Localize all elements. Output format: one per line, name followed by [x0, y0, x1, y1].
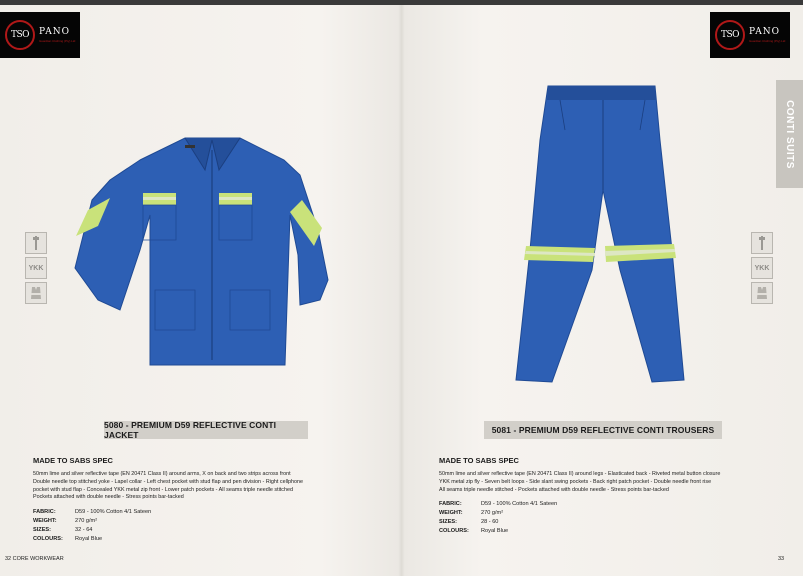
spec-label: SIZES:: [33, 526, 52, 533]
ykk-icon: YKK: [25, 257, 47, 279]
description-line: 50mm lime and silver reflective tape (EN 20471 Class II) around legs - Elasticated back - Riveted metal button closure: [439, 471, 721, 477]
logo-brand: PANO: [749, 27, 780, 37]
spec-value: Royal Blue: [75, 535, 103, 542]
product-title-jacket: 5080 - PREMIUM D59 REFLECTIVE CONTI JACKET: [104, 421, 308, 439]
spec-label: FABRIC:: [33, 509, 56, 516]
spec-label: COLOURS:: [33, 535, 63, 542]
logo-brand: PANO: [39, 27, 70, 37]
description-line: YKK metal zip fly - Seven belt loops - Side slant swing pockets - Back right patch pocket - Double needle front rise: [439, 478, 712, 485]
spec-label: SIZES:: [439, 518, 458, 525]
spec-label: WEIGHT:: [33, 517, 57, 524]
section-tab-label: CONTI SUITS: [784, 99, 795, 169]
spec-value: D59 - 100% Cotton 4/1 Sateen: [75, 509, 152, 516]
spec-heading: MADE TO SABS SPEC: [33, 456, 113, 465]
spec-label: FABRIC:: [439, 501, 462, 508]
description-line: pocket with stud flap - Concealed YKK metal zip front - Lower patch pockets - All seams triple needle stitched: [33, 486, 293, 493]
description-line: Pockets attached with double needle - Stress points bar-tacked: [33, 494, 184, 501]
spec-value: Royal Blue: [481, 527, 509, 534]
description-line: Double needle top stitched yoke - Lapel collar - Left chest pocket with stud flap and pen division - Right cellphone: [33, 478, 303, 485]
logo-tagline: Guardian Clothing (Pty) Ltd: [749, 39, 786, 43]
spec-label: COLOURS:: [439, 527, 469, 534]
page-footer-right: 33: [778, 556, 785, 562]
spec-value: 32 - 64: [75, 526, 93, 533]
product-title-trousers: 5081 - PREMIUM D59 REFLECTIVE CONTI TROUSERS: [484, 421, 722, 439]
spec-value: 270 g/m²: [75, 517, 98, 524]
page-footer-left: 32 CORE WORKWEAR: [5, 556, 64, 562]
spec-heading: MADE TO SABS SPEC: [439, 456, 519, 465]
spec-value: D59 - 100% Cotton 4/1 Sateen: [481, 501, 558, 508]
spec-value: 270 g/m²: [481, 510, 504, 517]
description-line: 50mm lime and silver reflective tape (EN 20471 Class II) around arms, X on back and two strips across front: [33, 471, 291, 477]
description-line: All seams triple needle stitched - Pockets attached with double needle - Stress points bar-tacked: [439, 486, 669, 493]
spec-value: 28 - 60: [481, 518, 499, 525]
spec-label: WEIGHT:: [439, 510, 463, 517]
spec-table: [439, 500, 557, 535]
logo-mark: TSO: [715, 20, 745, 50]
trousers-spec-block: [439, 456, 779, 536]
logo-mark: TSO: [5, 20, 35, 50]
logo-tagline: Guardian Clothing (Pty) Ltd: [39, 39, 76, 43]
ykk-icon: YKK: [751, 257, 773, 279]
